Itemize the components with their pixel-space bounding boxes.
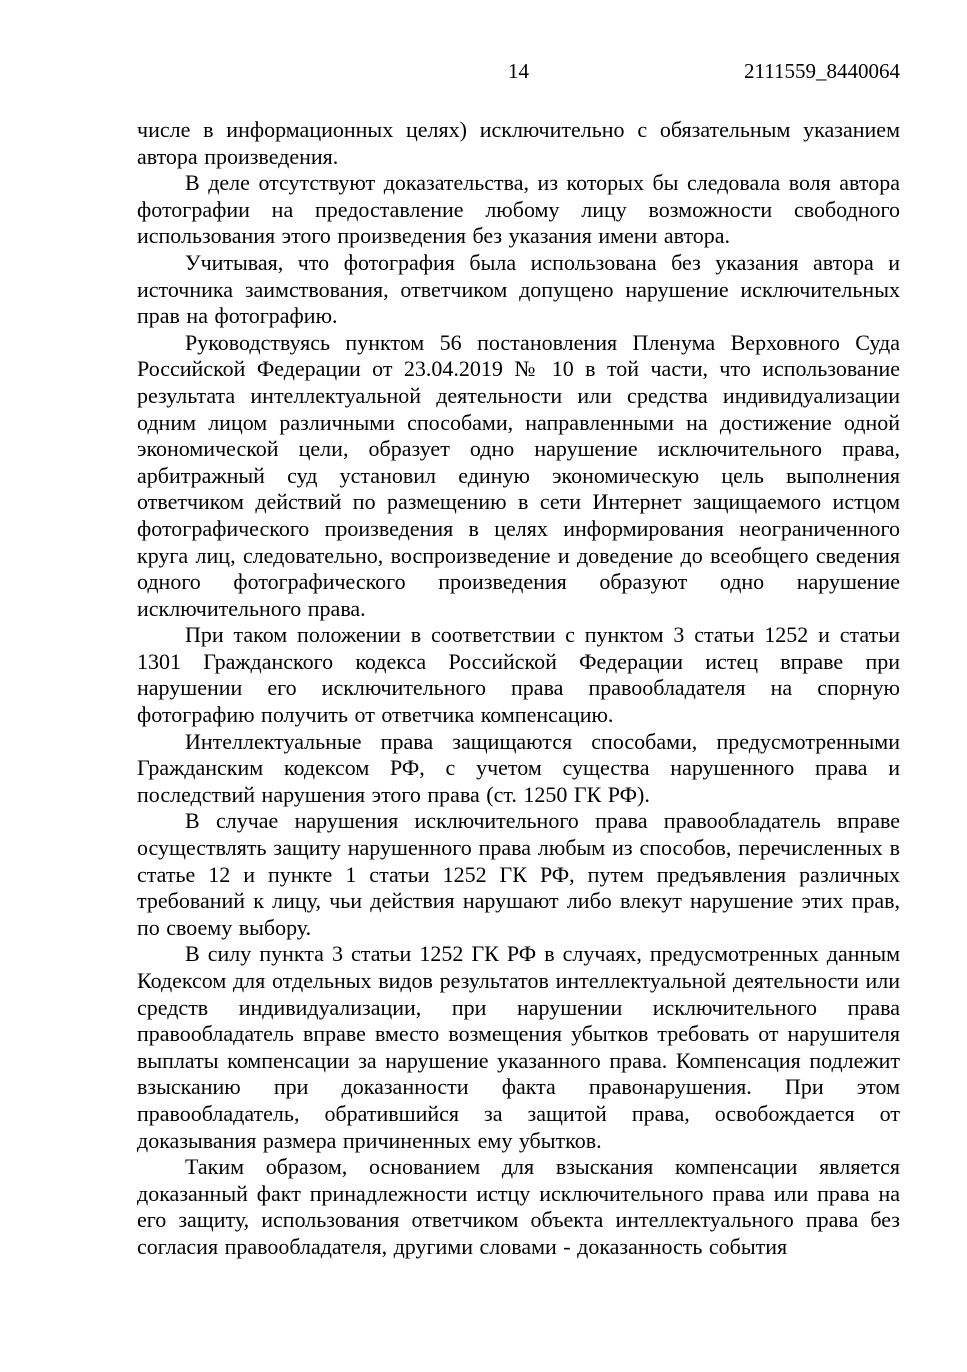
page-number: 14 <box>508 59 529 83</box>
paragraph: В силу пункта 3 статьи 1252 ГК РФ в случаях, предусмотренных данным Кодексом для отдельных видов результатов интеллектуальной деятельности или средств индивидуализации, при нарушении исключительного права правообладатель вправе вместо возмещения убытков требовать от нарушителя выплаты компенсации за нарушение указанного права. Компенсация подлежит взысканию при доказанности факта правонарушения. При этом правообладатель, обратившийся за защитой права, освобождается от доказывания размера причиненных ему убытков. <box>137 941 900 1153</box>
document-body <box>137 117 900 1261</box>
paragraph: Таким образом, основанием для взыскания компенсации является доказанный факт принадлежности истцу исключительного права или права на его защиту, использования ответчиком объекта интеллектуального права без согласия правообладателя, другими словами - доказанность события <box>137 1154 900 1259</box>
document-id: 2111559_8440064 <box>744 59 900 83</box>
paragraph: В случае нарушения исключительного права правообладатель вправе осуществлять защиту нарушенного права любым из способов, перечисленных в статье 12 и пункте 1 статьи 1252 ГК РФ, путем предъявления различных требований к лицу, чьи действия нарушают либо влекут нарушение этих прав, по своему выбору. <box>137 808 900 940</box>
paragraph-continuation: числе в информационных целях) исключительно с обязательным указанием автора произведения. <box>137 117 900 169</box>
paragraph: В деле отсутствуют доказательства, из которых бы следовала воля автора фотографии на предоставление любому лицу возможности свободного использования этого произведения без указания имени автора. <box>137 170 900 249</box>
paragraph: При таком положении в соответствии с пунктом 3 статьи 1252 и статьи 1301 Гражданского кодекса Российской Федерации истец вправе при нарушении его исключительного права правообладателя на спорную фотографию получить от ответчика компенсацию. <box>137 622 900 728</box>
paragraph: Учитывая, что фотография была использована без указания автора и источника заимствования, ответчиком допущено нарушение исключительных прав на фотографию. <box>137 249 900 329</box>
paragraph: Руководствуясь пунктом 56 постановления Пленума Верховного Суда Российской Федерации от 23.04.2019 № 10 в той части, что использование результата интеллектуальной деятельности или средства индивидуализации одним лицом различными способами, направленными на достижение одной экономической цели, образует одно нарушение исключительного права, арбитражный суд установил единую экономическую цель выполнения ответчиком действий по размещению в сети Интернет защищаемого истцом фотографического произведения в целях информирования неограниченного круга лиц, следовательно, воспроизведение и доведение до всеобщего сведения одного фотографического произведения образуют одно нарушение исключительного права. <box>137 329 900 621</box>
paragraph: Интеллектуальные права защищаются способами, предусмотренными Гражданским кодексом РФ, с учетом существа нарушенного права и последствий нарушения этого права (ст. 1250 ГК РФ). <box>137 728 900 807</box>
page-header <box>137 60 900 82</box>
page-content <box>137 60 900 1261</box>
